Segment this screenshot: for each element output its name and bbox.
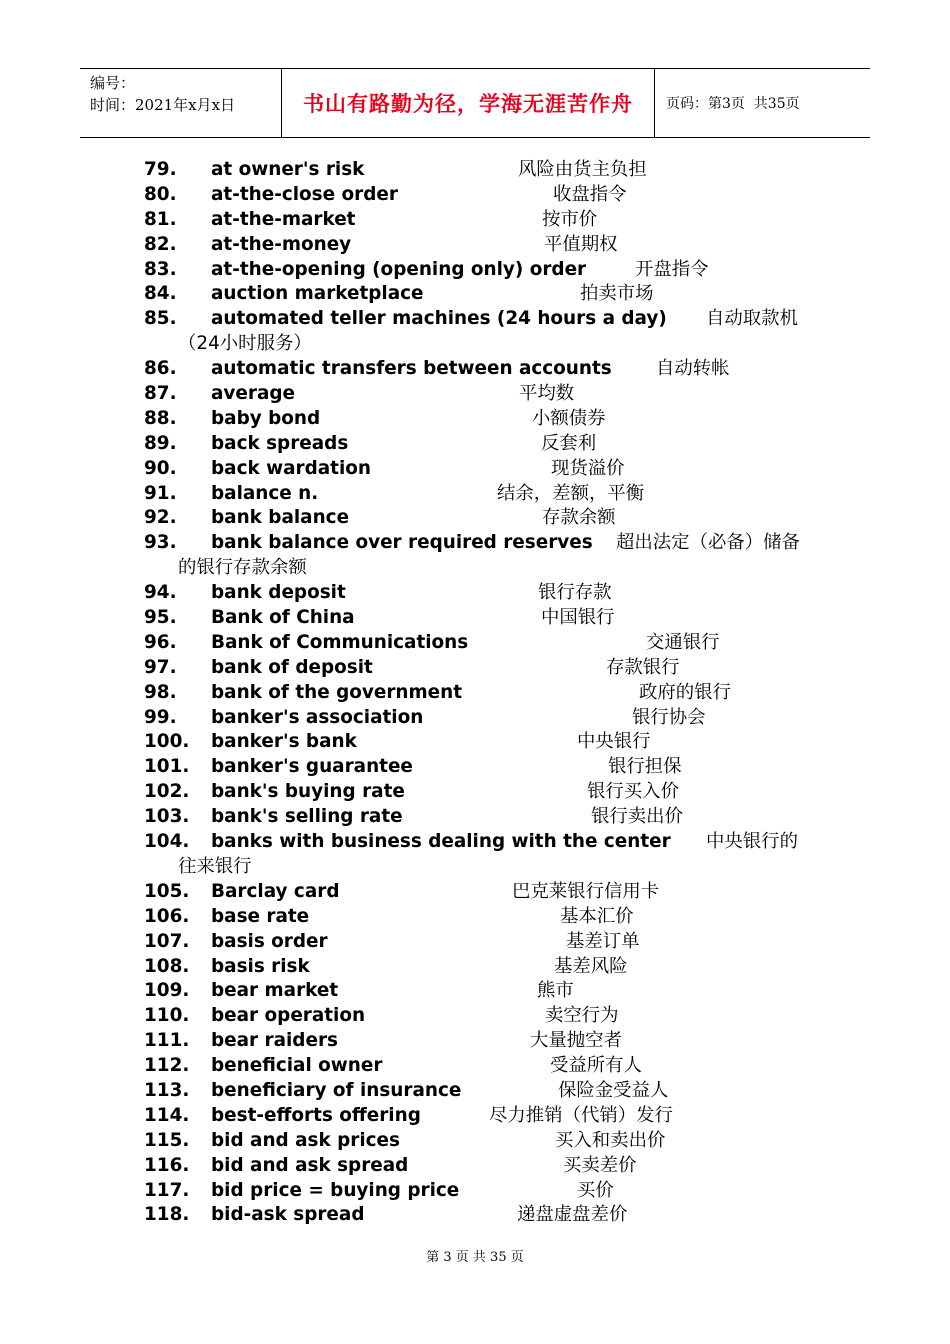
glossary-entry [0,1079,950,1104]
entry-term-english: back spreads [211,432,349,454]
entry-number: 106. [144,905,190,927]
entry-term-chinese: 大量抛空者 [530,1030,622,1052]
entry-number: 97. [144,656,177,678]
entry-term-chinese: 政府的银行 [639,681,731,703]
entry-term-english: base rate [211,905,310,927]
entry-term-english: best-efforts offering [211,1104,421,1126]
entry-term-chinese: 开盘指令 [635,258,709,280]
page-header [80,68,870,138]
entry-term-english: baby bond [211,407,321,429]
entry-number: 108. [144,955,190,977]
entry-term-english: bear operation [211,1005,366,1027]
entry-term-english: banker's guarantee [211,756,413,778]
glossary-entry [0,233,950,258]
entry-term-english: bank's selling rate [211,806,403,828]
entry-term-chinese: 银行担保 [608,756,682,778]
entry-term-english: banks with business dealing with the center [211,831,671,853]
glossary-entry-continuation [0,855,950,880]
entry-term-english: Bank of China [211,607,355,629]
entry-term-chinese: 卖空行为 [545,1005,619,1027]
entry-term-chinese: 反套利 [541,432,597,454]
entry-term-chinese: 拍卖市场 [580,283,654,305]
entry-number: 79. [144,159,177,180]
glossary-entry [0,1104,950,1129]
entry-term-english: back wardation [211,457,371,479]
glossary-entry [0,681,950,706]
entry-term-english: bid-ask spread [211,1204,365,1226]
glossary-entry [0,1154,950,1179]
entry-term-chinese: 递盘虚盘差价 [517,1204,628,1226]
entry-term-chinese: 风险由货主负担 [518,159,647,180]
glossary-entry [0,930,950,955]
glossary-entry [0,1029,950,1054]
entry-number: 85. [144,308,177,330]
entry-term-english: basis risk [211,955,310,977]
header-time-label: 时间：2021年x月x日 [90,96,236,114]
glossary-entry [0,805,950,830]
entry-number: 80. [144,183,177,205]
entry-number: 96. [144,631,177,653]
glossary-entry [0,506,950,531]
entry-term-chinese: 超出法定（必备）储备 [616,532,800,554]
glossary-entry [0,457,950,482]
entry-number: 101. [144,756,190,778]
entry-term-chinese: 收盘指令 [553,183,627,205]
entry-number: 113. [144,1079,190,1101]
entry-number: 87. [144,383,177,405]
glossary-entry [0,955,950,980]
entry-term-chinese: 平均数 [519,383,575,405]
glossary-entry [0,905,950,930]
glossary-entry [0,407,950,432]
entry-term-english: bank deposit [211,582,346,604]
entry-number: 81. [144,208,177,230]
entry-term-english: at-the-opening (opening only) order [211,258,587,280]
entry-term-chinese: 结余，差额，平衡 [497,482,645,504]
glossary-entry [0,755,950,780]
entry-term-english: Barclay card [211,880,340,902]
entry-term-chinese: 基差订单 [566,930,640,952]
entry-term-chinese: 受益所有人 [550,1055,642,1077]
entry-term-english: banker's association [211,706,424,728]
entry-term-english: at-the-market [211,208,356,230]
entry-term-chinese: 中央银行 [577,731,651,753]
entry-term-english: balance n. [211,482,319,504]
glossary-entry [0,183,950,208]
entry-term-chinese: 现货溢价 [551,457,625,479]
entry-number: 102. [144,781,190,803]
entry-term-english: bid price = buying price [211,1179,460,1201]
glossary-entry [0,880,950,905]
glossary-entry [0,830,950,855]
entry-term-chinese: 熊市 [537,980,574,1002]
entry-number: 90. [144,457,177,479]
entry-number: 89. [144,432,177,454]
glossary-entry [0,258,950,283]
glossary-entry [0,979,950,1004]
header-motto: 书山有路勤为径，学海无涯苦作舟 [303,91,633,116]
header-meta [90,72,235,116]
glossary-entry [0,307,950,332]
glossary-entry [0,581,950,606]
entry-term-chinese: 中央银行的 [706,831,798,853]
entry-term-english: at-the-money [211,233,352,255]
entry-term-english: Bank of Communications [211,631,469,653]
entry-number: 100. [144,731,190,753]
glossary-entry [0,1129,950,1154]
entry-number: 114. [144,1104,190,1126]
entry-term-english: banker's bank [211,731,357,753]
glossary-entry [0,606,950,631]
glossary-entry [0,1203,950,1228]
header-code-label: 编号： [90,74,136,92]
glossary-entry [0,282,950,307]
entry-term-chinese: 按市价 [542,208,598,230]
entry-term-english: bid and ask spread [211,1154,409,1176]
entry-number: 117. [144,1179,190,1201]
entry-term-english: bear raiders [211,1030,338,1052]
entry-number: 93. [144,532,177,554]
entry-number: 118. [144,1204,190,1226]
entry-term-english: at-the-close order [211,183,398,205]
entry-number: 84. [144,283,177,305]
entry-term-chinese: 小额债券 [532,407,606,429]
entry-term-chinese-continued: 往来银行 [178,855,252,877]
entry-term-english: beneficial owner [211,1055,383,1077]
header-divider [654,69,655,137]
entry-term-english: bank balance [211,507,350,529]
entry-number: 110. [144,1005,190,1027]
entry-number: 112. [144,1055,190,1077]
entry-term-chinese: 巴克莱银行信用卡 [512,880,660,902]
entry-number: 109. [144,980,190,1002]
entry-term-english: bank balance over required reserves [211,532,593,554]
entry-term-chinese: 自动取款机 [706,308,798,330]
entry-term-chinese: 自动转帐 [656,358,730,380]
entry-term-english: beneficiary of insurance [211,1079,462,1101]
page-footer: 第 3 页 共 35 页 [426,1250,524,1265]
entry-term-chinese: 中国银行 [541,607,615,629]
entry-number: 115. [144,1129,190,1151]
entry-term-english: automatic transfers between accounts [211,358,612,380]
entry-term-chinese: 银行协会 [632,706,706,728]
entry-number: 91. [144,482,177,504]
entry-term-english: bank of deposit [211,656,373,678]
glossary-list [0,158,950,1228]
entry-number: 99. [144,706,177,728]
entry-term-english: bank's buying rate [211,781,405,803]
glossary-entry [0,631,950,656]
glossary-entry [0,730,950,755]
entry-number: 105. [144,880,190,902]
entry-number: 86. [144,358,177,380]
entry-number: 104. [144,831,190,853]
entry-term-chinese-continued: 的银行存款余额 [178,557,307,579]
entry-number: 103. [144,806,190,828]
header-page-label: 页码：第3页 共35页 [666,96,800,112]
glossary-entry [0,1179,950,1204]
entry-term-chinese: 基差风险 [554,955,628,977]
entry-term-chinese: 买入和卖出价 [555,1129,666,1151]
glossary-entry [0,382,950,407]
entry-term-chinese: 存款余额 [542,507,616,529]
glossary-entry [0,158,950,183]
glossary-entry [0,531,950,556]
glossary-entry [0,656,950,681]
glossary-entry [0,432,950,457]
glossary-entry [0,357,950,382]
glossary-entry [0,780,950,805]
glossary-entry-continuation [0,332,950,357]
entry-number: 94. [144,582,177,604]
entry-term-chinese: 交通银行 [646,631,720,653]
entry-number: 107. [144,930,190,952]
entry-term-english: basis order [211,930,328,952]
entry-term-chinese: 平值期权 [544,233,618,255]
entry-term-chinese: 银行买入价 [587,781,679,803]
glossary-entry-continuation [0,556,950,581]
entry-term-chinese: 买价 [577,1179,614,1201]
entry-number: 98. [144,681,177,703]
glossary-entry [0,1004,950,1029]
glossary-entry [0,208,950,233]
entry-term-chinese: 基本汇价 [560,905,634,927]
entry-term-english: automated teller machines (24 hours a day) [211,308,667,330]
entry-number: 83. [144,258,177,280]
entry-term-chinese: 买卖差价 [563,1154,637,1176]
entry-number: 116. [144,1154,190,1176]
glossary-entry [0,482,950,507]
entry-term-chinese: 保险金受益人 [558,1079,669,1101]
entry-number: 95. [144,607,177,629]
entry-term-english: bear market [211,980,339,1002]
entry-number: 82. [144,233,177,255]
glossary-entry [0,706,950,731]
entry-term-english: at owner's risk [211,159,365,180]
glossary-entry [0,1054,950,1079]
entry-term-english: auction marketplace [211,283,424,305]
entry-term-chinese: 存款银行 [606,656,680,678]
entry-term-chinese: 银行卖出价 [591,806,683,828]
entry-number: 92. [144,507,177,529]
entry-term-english: bank of the government [211,681,463,703]
entry-number: 88. [144,407,177,429]
entry-number: 111. [144,1030,190,1052]
entry-term-chinese-continued: （24小时服务） [178,333,312,355]
entry-term-chinese: 尽力推销（代销）发行 [489,1104,673,1126]
entry-term-chinese: 银行存款 [538,582,612,604]
entry-term-english: bid and ask prices [211,1129,400,1151]
entry-term-english: average [211,383,295,405]
